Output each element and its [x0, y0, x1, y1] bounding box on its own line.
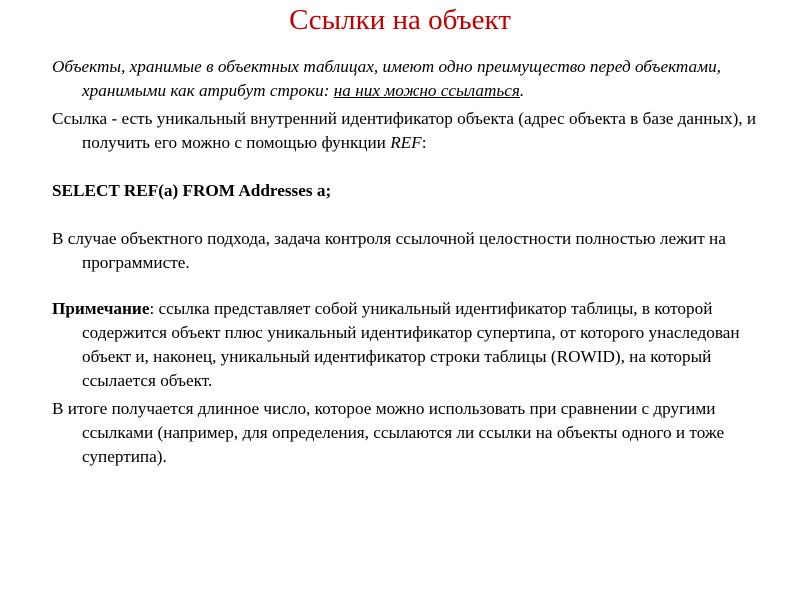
- paragraph-ref-definition: [52, 107, 764, 155]
- slide-body: [52, 55, 764, 469]
- note-label: Примечание: [52, 299, 150, 318]
- paragraph-note: [52, 297, 764, 393]
- note-text: : ссылка представляет собой уникальный идентификатор таблицы, в которой содержится объект плюс уникальный идентификатор супертипа, от которого унаследован объект и, наконец, уникальный идентификатор строки таблицы (ROWID), на который ссылается объект.: [82, 299, 740, 390]
- sql-statement: SELECT REF(a) FROM Addresses a;: [52, 181, 332, 200]
- ref-function-name: REF: [390, 133, 422, 152]
- paragraph-conclusion: В итоге получается длинное число, которое можно использовать при сравнении с другими ссылками (например, для определения, ссылаются ли ссылки на объекты одного и тоже супертипа).: [52, 399, 725, 466]
- paragraph-object-tables-end: .: [519, 81, 525, 100]
- paragraph-object-tables: [52, 55, 764, 103]
- paragraph-ref-definition-text: Ссылка - есть уникальный внутренний идентификатор объекта (адрес объекта в базе данных), и получить его можно с помощью функции: [52, 109, 757, 152]
- spacer: [52, 155, 764, 179]
- spacer: [52, 203, 764, 227]
- underlined-phrase: на них можно ссылаться: [333, 81, 520, 100]
- paragraph-integrity: В случае объектного подхода, задача контроля ссылочной целостности полностью лежит на программисте.: [52, 229, 726, 272]
- paragraph-object-tables-text: Объекты, хранимые в объектных таблицах, имеют одно преимущество перед объектами, хранимыми как атрибут строки:: [52, 57, 721, 100]
- spacer: [52, 275, 764, 297]
- paragraph-ref-definition-end: :: [421, 133, 427, 152]
- slide-title: Ссылки на объект: [289, 4, 511, 36]
